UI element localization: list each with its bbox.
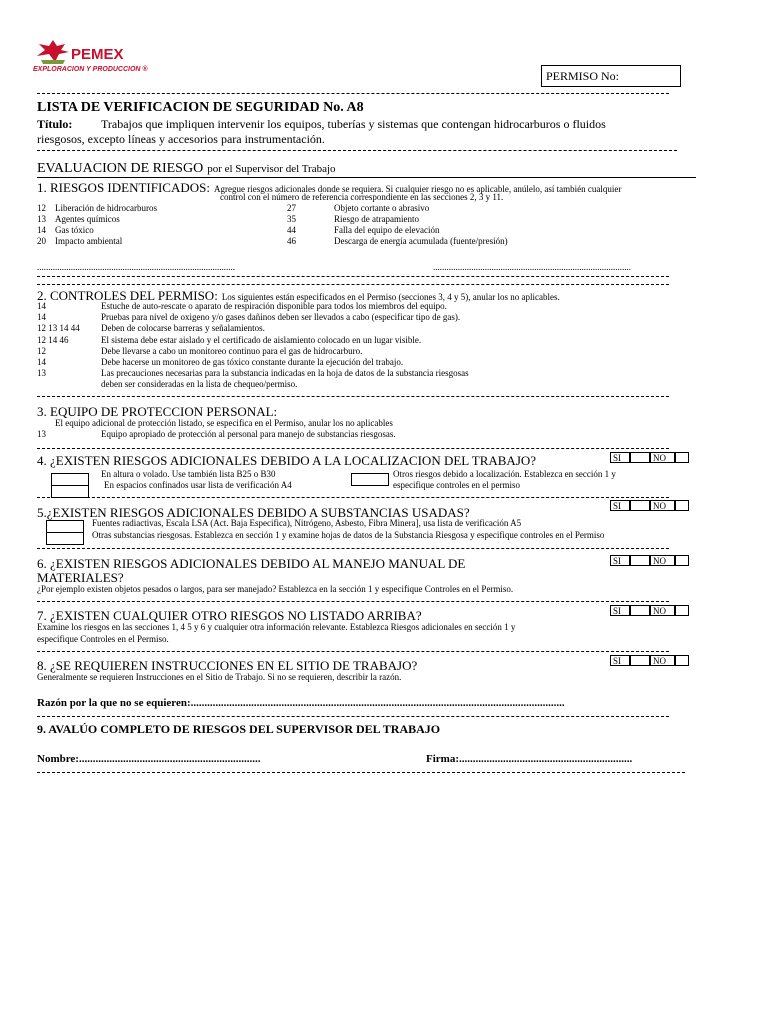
section-7-text: Examine los riesgos en las secciones 1, 4 5 y 6 y cualquier otra información relevante. Establezca Riesgos adicionales en sección 1 y	[37, 622, 516, 632]
yes-checkbox[interactable]	[630, 655, 650, 666]
yes-checkbox[interactable]	[630, 452, 650, 463]
section-1-title: 1. RIESGOS IDENTIFICADOS:	[37, 180, 210, 195]
no-option[interactable]: NO	[650, 655, 675, 666]
risk-num: 12	[37, 203, 46, 213]
control-num: 13	[37, 368, 46, 378]
section-4-title: 4. ¿EXISTEN RIESGOS ADICIONALES DEBIDO A LA LOCALIZACION DEL TRABAJO?	[37, 453, 537, 468]
control-num: 14	[37, 357, 46, 367]
risk-num: 46	[287, 236, 296, 246]
divider	[37, 448, 669, 449]
section-5-title: 5.¿EXISTEN RIESGOS ADICIONALES DEBIDO A SUBSTANCIAS USADAS?	[37, 505, 470, 520]
permit-number-field[interactable]	[541, 65, 681, 87]
checklist-title: LISTA DE VERIFICACION DE SEGURIDAD No. A8	[37, 100, 364, 115]
risk-num: 13	[37, 214, 46, 224]
no-option[interactable]: NO	[650, 500, 675, 511]
yes-option[interactable]: SI	[610, 452, 630, 463]
evaluation-subtitle: por el Supervisor del Trabajo	[207, 163, 336, 175]
no-checkbox[interactable]	[675, 500, 689, 511]
logo-brand: PEMEX	[71, 46, 124, 63]
logo-subtitle: EXPLORACION Y PRODUCCION ®	[33, 66, 148, 73]
evaluation-title: EVALUACION DE RIESGO	[37, 161, 204, 176]
section-7-text-2: especifique Controles en el Permiso.	[37, 634, 169, 644]
divider	[37, 177, 696, 178]
divider	[37, 716, 669, 717]
pemex-eagle-icon	[35, 38, 71, 68]
control-num: 12 13 14 44	[37, 323, 80, 333]
pemex-logo	[33, 38, 163, 80]
additional-risk-field[interactable]: ........................................................................................	[37, 262, 235, 272]
section-9-title: 9. AVALÚO COMPLETO DE RIESGOS DEL SUPERVISOR DEL TRABAJO	[37, 722, 441, 736]
yes-option[interactable]: SI	[610, 655, 630, 666]
risk-num: 27	[287, 203, 296, 213]
yes-option[interactable]: SI	[610, 555, 630, 566]
risk-label: Objeto cortante o abrasivo	[334, 203, 430, 213]
no-option[interactable]: NO	[650, 452, 675, 463]
yes-checkbox[interactable]	[630, 605, 650, 616]
yes-no-selector[interactable]	[610, 500, 690, 513]
yes-checkbox[interactable]	[630, 500, 650, 511]
control-text: Las precauciones necesarias para la substancia indicadas en la hoja de datos de la substancia riesgosas	[101, 368, 469, 378]
section-6-title: 6. ¿EXISTEN RIESGOS ADICIONALES DEBIDO AL MANEJO MANUAL DE	[37, 556, 466, 571]
section-8-title: 8. ¿SE REQUIEREN INSTRUCCIONES EN EL SITIO DE TRABAJO?	[37, 658, 418, 673]
option-label: Otros riesgos debido a localización. Establezca en sección 1 y	[393, 469, 616, 479]
section-1-intro: Agregue riesgos adicionales donde se requiera. Si cualquier riesgo no es aplicable, anúlelo, así también cualquier	[213, 184, 622, 194]
evaluation-heading	[37, 159, 336, 177]
risk-num: 44	[287, 225, 296, 235]
reason-field[interactable]: Razón por la que no se equieren:........................................................................................................................................	[37, 697, 565, 709]
control-text: Pruebas para nivel de oxigeno y/o gases dañinos deben ser llevados a cabo (especificar tipo de gas).	[101, 312, 461, 322]
divider	[37, 601, 669, 602]
option-checkbox[interactable]	[351, 473, 389, 486]
section-3-title: 3. EQUIPO DE PROTECCION PERSONAL:	[37, 404, 278, 419]
control-num: 12 14 46	[37, 335, 69, 345]
control-text: Debe hacerse un monitoreo de gas tóxico constante durante la ejecución del trabajo.	[101, 357, 404, 367]
yes-option[interactable]: SI	[610, 605, 630, 616]
risk-label: Gas tóxico	[55, 225, 94, 235]
additional-risk-field[interactable]: ........................................................................................	[433, 262, 631, 272]
yes-no-selector[interactable]	[610, 452, 690, 465]
option-label: En altura o volado. Use también lista B25 o B30	[101, 469, 276, 479]
risk-label: Agentes químicos	[55, 214, 120, 224]
yes-no-selector[interactable]	[610, 555, 690, 568]
control-text: Debe llevarse a cabo un monitoreo continuo para el gas de hidrocarburo.	[101, 346, 363, 356]
option-label: especifique controles en el permiso	[393, 480, 520, 490]
permit-label: PERMISO No:	[546, 69, 620, 83]
titulo-text-1: Trabajos que impliquen intervenir los equipos, tuberías y sistemas que contengan hidrocarburos o fluidos	[101, 117, 606, 131]
yes-no-selector[interactable]	[610, 605, 690, 618]
section-6-title-2: MATERIALES?	[37, 570, 124, 585]
risk-label: Liberación de hidrocarburos	[55, 203, 157, 213]
divider	[37, 772, 685, 773]
control-text: Deben de colocarse barreras y señalamientos.	[101, 323, 265, 333]
yes-option[interactable]: SI	[610, 500, 630, 511]
yes-no-selector[interactable]	[610, 655, 690, 668]
option-label: En espacios confinados usar lista de verificación A4	[104, 480, 292, 490]
option-label: Fuentes radiactivas, Escala LSA (Act. Baja Especifica), Nitrógeno, Asbesto, Fibra Minera], usa lista de verificación A5	[92, 518, 522, 528]
divider	[37, 497, 669, 498]
divider	[37, 651, 669, 652]
option-label: Otras substancias riesgosas. Establezca en sección 1 y examine hojas de datos de la Substancia Riesgosa y especifique controles en el Permiso	[92, 530, 605, 540]
section-2-title: 2. CONTROLES DEL PERMISO:	[37, 288, 218, 303]
no-option[interactable]: NO	[650, 605, 675, 616]
ppe-text: Equipo apropiado de protección al personal para manejo de substancias riesgosas.	[101, 429, 396, 439]
control-num: 12	[37, 346, 46, 356]
no-checkbox[interactable]	[675, 452, 689, 463]
risk-label: Falla del equipo de elevación	[334, 225, 440, 235]
section-2-intro: Los siguientes están especificados en el Permiso (secciones 3, 4 y 5), anular los no aplicables.	[221, 292, 560, 302]
divider	[37, 548, 669, 549]
titulo-text-2: riesgosos, excepto líneas y accesorios para instrumentación.	[37, 132, 325, 146]
no-checkbox[interactable]	[675, 605, 689, 616]
ppe-num: 13	[37, 429, 46, 439]
yes-checkbox[interactable]	[630, 555, 650, 566]
section-6-text: ¿Por ejemplo existen objetos pesados o largos, para ser manejado? Establezca en la sección 1 y especifique Controles en el Permiso.	[37, 584, 514, 594]
section-7-title: 7. ¿EXISTEN CUALQUIER OTRO RIESGOS NO LISTADO ARRIBA?	[37, 608, 422, 623]
divider	[37, 284, 669, 285]
titulo-label: Título:	[37, 117, 73, 131]
divider	[37, 93, 669, 94]
section-1-intro-2: control con el número de referencia correspondiente en las secciones 2, 3 y 11.	[220, 192, 504, 202]
risk-num: 20	[37, 236, 46, 246]
control-text: El sistema debe estar aislado y el certificado de aislamiento colocado en un lugar visible.	[101, 335, 422, 345]
divider	[37, 150, 677, 151]
section-8-text: Generalmente se requieren Instrucciones en el Sitio de Trabajo. Si no se requieren, describir la razón.	[37, 672, 402, 682]
section-3-intro: El equipo adicional de protección listado, se especifica en el Permiso, anular los no aplicables	[55, 418, 393, 428]
risk-label: Riesgo de atrapamiento	[334, 214, 419, 224]
control-text: Estuche de auto-rescate o aparato de respiración disponible para todos los miembros del equipo.	[101, 301, 447, 311]
risk-num: 35	[287, 214, 296, 224]
control-num: 14	[37, 312, 46, 322]
control-num: 14	[37, 301, 46, 311]
risk-label: Descarga de energía acumulada (fuente/presión)	[334, 236, 508, 246]
control-text: deben ser consideradas en la lista de chequeo/permiso.	[101, 379, 298, 389]
option-checkbox[interactable]	[46, 532, 84, 545]
divider	[37, 276, 669, 277]
no-checkbox[interactable]	[675, 555, 689, 566]
no-option[interactable]: NO	[650, 555, 675, 566]
risk-label: Impacto ambiental	[55, 236, 123, 246]
supervisor-name-field[interactable]: Nombre:..................................................................	[37, 753, 261, 765]
risk-num: 14	[37, 225, 46, 235]
no-checkbox[interactable]	[675, 655, 689, 666]
divider	[37, 396, 669, 397]
supervisor-signature-field[interactable]: Firma:...............................................................	[426, 753, 633, 765]
